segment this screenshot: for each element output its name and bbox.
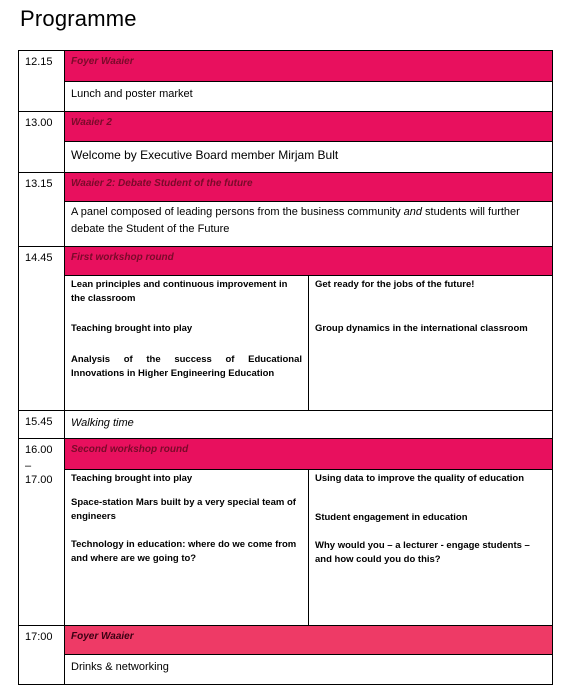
table-row	[19, 82, 553, 112]
table-row	[19, 439, 553, 470]
room-header: Second workshop round	[65, 439, 553, 470]
table-row	[19, 112, 553, 142]
table-row	[19, 626, 553, 655]
table-row	[19, 202, 553, 247]
time-cell: 15.45	[19, 411, 65, 439]
workshop-item: Lean principles and continuous improvement in the classroom	[71, 279, 288, 304]
table-row	[19, 173, 553, 202]
workshop-item: Teaching brought into play	[71, 473, 193, 484]
time-cell	[19, 439, 65, 626]
workshop-column-left	[65, 470, 309, 625]
workshop-item: Technology in education: where do we come from and where are we going to?	[71, 539, 297, 564]
panel-text-italic: and	[403, 206, 422, 218]
table-row	[19, 51, 553, 82]
workshop-grid	[65, 276, 552, 410]
workshop-item: Get ready for the jobs of the future!	[315, 279, 475, 290]
time-dash: –	[25, 460, 32, 472]
table-row	[19, 655, 553, 685]
panel-text-end: students will further debate the Student of the Future	[71, 206, 520, 235]
workshop-item: Analysis of the success of Educational Innovations in Higher Engineering Education	[71, 354, 302, 379]
room-header: First workshop round	[65, 247, 553, 276]
workshop-item: Group dynamics in the international classroom	[315, 323, 528, 334]
session-text: Lunch and poster market	[65, 82, 553, 112]
time-cell: 17:00	[19, 626, 65, 685]
workshop-column-right	[309, 276, 553, 410]
table-row	[19, 247, 553, 276]
workshop-item: Space-station Mars built by a very special team of engineers	[71, 497, 296, 522]
time-cell: 14.45	[19, 247, 65, 411]
table-row	[19, 470, 553, 626]
workshop-item: Using data to improve the quality of education	[315, 473, 525, 484]
workshop-cell	[65, 276, 553, 411]
session-text: Drinks & networking	[65, 655, 553, 685]
workshop-item: Teaching brought into play	[71, 323, 193, 334]
session-text: Walking time	[65, 411, 553, 439]
workshop-column-left	[65, 276, 309, 410]
room-header: Foyer Waaier	[65, 626, 553, 655]
workshop-item: Student engagement in education	[315, 512, 468, 523]
programme-table	[18, 50, 553, 685]
time-start: 16.00	[25, 444, 53, 456]
page-title: Programme	[20, 6, 137, 31]
workshop-grid	[65, 470, 552, 625]
room-header: Waaier 2: Debate Student of the future	[65, 173, 553, 202]
workshop-column-right	[309, 470, 553, 625]
workshop-item: Why would you – a lecturer - engage students – and how could you do this?	[315, 540, 530, 565]
session-text: Welcome by Executive Board member Mirjam Bult	[65, 142, 553, 173]
time-cell: 13.00	[19, 112, 65, 173]
table-row	[19, 276, 553, 411]
session-text	[65, 202, 553, 247]
time-end: 17.00	[25, 474, 53, 486]
table-row	[19, 411, 553, 439]
workshop-cell	[65, 470, 553, 626]
time-cell: 13.15	[19, 173, 65, 247]
time-cell: 12.15	[19, 51, 65, 112]
panel-text-start: A panel composed of leading persons from the business community	[71, 206, 404, 218]
table-row	[19, 142, 553, 173]
room-header: Foyer Waaier	[65, 51, 553, 82]
room-header: Waaier 2	[65, 112, 553, 142]
